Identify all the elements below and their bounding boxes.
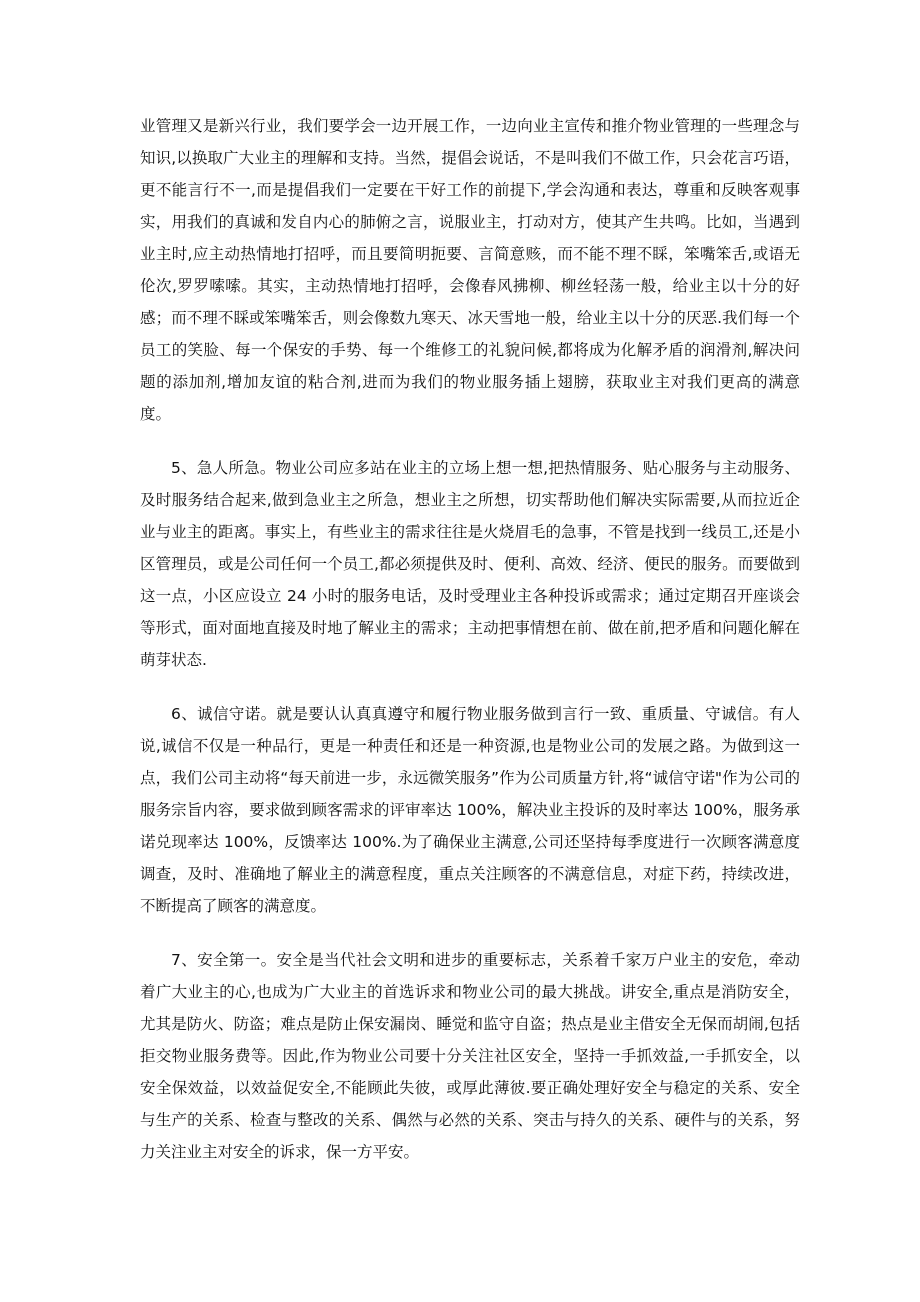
- paragraph-6-integrity: 6、诚信守诺。就是要认认真真遵守和履行物业服务做到言行一致、重质量、守诚信。有人说,诚信不仅是一种品行，更是一种责任和还是一种资源,也是物业公司的发展之路。为做到这一点，我们公司主动将“每天前进一步，永远微笑服务”作为公司质量方针,将“诚信守诺"作为公司的服务宗旨内容，要求做到顾客需求的评审率达 100%，解决业主投诉的及时率达 100%，服务承诺兑现率达 100%，反馈率达 100%.为了确保业主满意,公司还坚持每季度进行一次顾客满意度调查，及时、准确地了解业主的满意程度，重点关注顾客的不满意信息，对症下药，持续改进，不断提高了顾客的满意度。: [140, 705, 800, 915]
- document-page: [140, 110, 800, 1168]
- paragraph-intro: 业管理又是新兴行业，我们要学会一边开展工作，一边向业主宣传和推介物业管理的一些理念与知识,以换取广大业主的理解和支持。当然，提倡会说话，不是叫我们不做工作，只会花言巧语，更不能言行不一,而是提倡我们一定要在干好工作的前提下,学会沟通和表达，尊重和反映客观事实，用我们的真诚和发自内心的肺俯之言，说服业主，打动对方，使其产生共鸣。比如，当遇到业主时,应主动热情地打招呼，而且要简明扼要、言简意赅，而不能不理不睬，笨嘴笨舌,或语无伦次,罗罗嗦嗦。其实，主动热情地打招呼，会像春风拂柳、柳丝轻荡一般，给业主以十分的好感；而不理不睬或笨嘴笨舌，则会像数九寒天、冰天雪地一般，给业主以十分的厌恶.我们每一个员工的笑脸、每一个保安的手势、每一个维修工的礼貌问候,都将成为化解矛盾的润滑剂,解决问题的添加剂,增加友谊的粘合剂,进而为我们的物业服务插上翅膀，获取业主对我们更高的满意度。: [140, 117, 800, 423]
- paragraph-5-urgent-needs: 5、急人所急。物业公司应多站在业主的立场上想一想,把热情服务、贴心服务与主动服务、及时服务结合起来,做到急业主之所急，想业主之所想，切实帮助他们解决实际需要,从而拉近企业与业主的距离。事实上，有些业主的需求往往是火烧眉毛的急事，不管是找到一线员工,还是小区管理员，或是公司任何一个员工,都必须提供及时、便利、高效、经济、便民的服务。而要做到这一点，小区应设立 24 小时的服务电话，及时受理业主各种投诉或需求；通过定期召开座谈会等形式，面对面地直接及时地了解业主的需求；主动把事情想在前、做在前,把矛盾和问题化解在萌芽状态.: [140, 459, 800, 669]
- paragraph-7-safety-first: 7、安全第一。安全是当代社会文明和进步的重要标志，关系着千家万户业主的安危，牵动着广大业主的心,也成为广大业主的首选诉求和物业公司的最大挑战。讲安全,重点是消防安全，尤其是防火、防盗；难点是防止保安漏岗、睡觉和监守自盗；热点是业主借安全无保而胡闹,包括拒交物业服务费等。因此,作为物业公司要十分关注社区安全，坚持一手抓效益,一手抓安全，以安全保效益，以效益促安全,不能顾此失彼，或厚此薄彼.要正确处理好安全与稳定的关系、安全与生产的关系、检查与整改的关系、偶然与必然的关系、突击与持久的关系、硬件与的关系，努力关注业主对安全的诉求，保一方平安。: [140, 951, 800, 1161]
